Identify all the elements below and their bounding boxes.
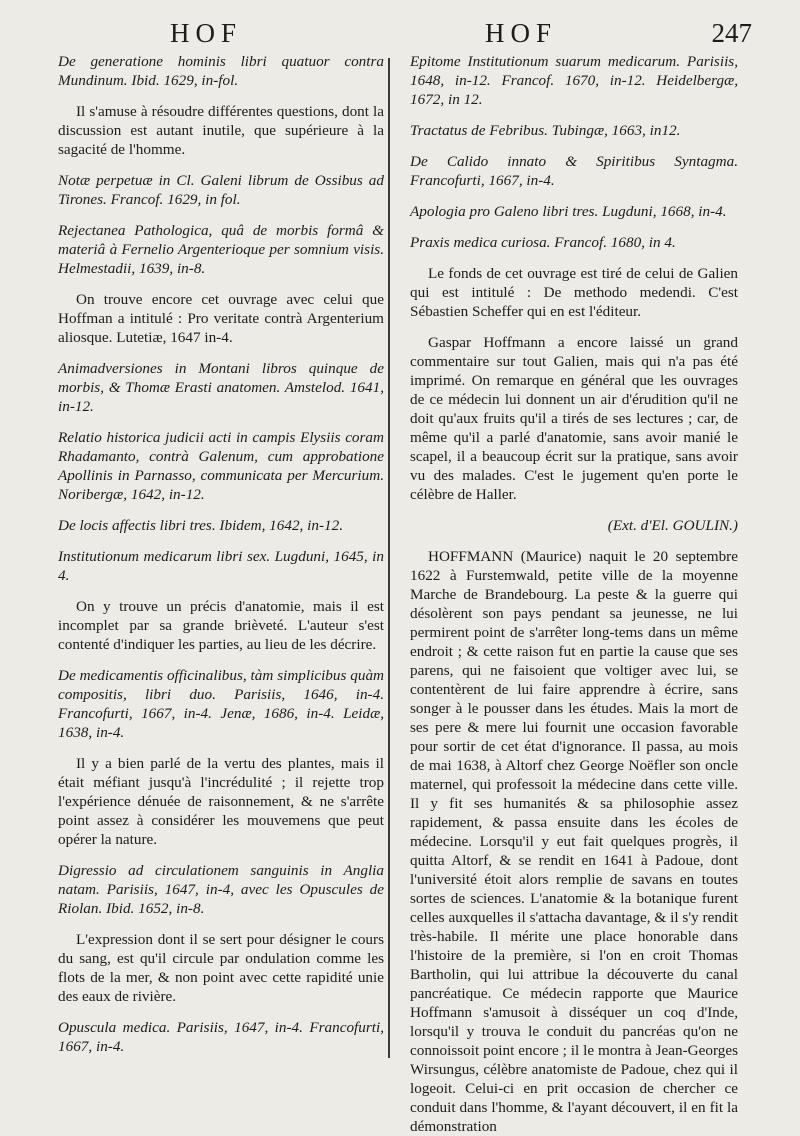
left-column	[58, 52, 384, 1068]
bibliography-entry: Rejectanea Pathologica, quâ de morbis formâ & materiâ à Fernelio Argenterioque per somnium visis. Helmestadii, 1639, in-8.	[58, 222, 384, 277]
commentary-paragraph: L'expression dont il se sert pour désigner le cours du sang, est qu'il circule par ondulation comme les flots de la mer, & non point avec cette rapidité unie des eaux de rivière.	[58, 931, 384, 1005]
bibliography-entry: Relatio historica judicii acti in campis Elysiis coram Rhadamanto, contrà Galenum, cum approbatione Apollinis in Parnasso, communicata per Mercurium. Noribergæ, 1642, in-12.	[58, 429, 384, 503]
bibliography-entry: Tractatus de Febribus. Tubingæ, 1663, in12.	[410, 122, 681, 139]
commentary-paragraph: Il y a bien parlé de la vertu des plantes, mais il était méfiant jusqu'à l'incrédulité ; il rejette trop l'expérience dénuée de raisonnement, & ne s'arrête point assez à considérer les mouvemens que peut opérer la nature.	[58, 755, 384, 848]
bibliography-entry: Animadversiones in Montani libros quinque de morbis, & Thomæ Erasti anatomen. Amstelod. 1641, in-12.	[58, 360, 384, 415]
bibliography-entry: Notæ perpetuæ in Cl. Galeni librum de Ossibus ad Tirones. Francof. 1629, in fol.	[58, 172, 384, 208]
bibliography-entry: Institutionum medicarum libri sex. Lugduni, 1645, in 4.	[58, 548, 384, 584]
commentary-paragraph: On y trouve un précis d'anatomie, mais il est incomplet par sa grande brièveté. L'auteur s'est contenté d'indiquer les parties, au lieu de les décrire.	[58, 598, 384, 653]
page-number: 247	[711, 18, 752, 48]
commentary-paragraph: Gaspar Hoffmann a encore laissé un grand commentaire sur tout Galien, mais qui n'a pas été imprimé. On remarque en général que les ouvrages de ce médecin lui donnent un air d'érudition qu'il ne doit qu'aux fruits qu'il a tirés de ses lectures ; car, de même qu'il a parlé d'anatomie, sans avoir manié le scapel, il a beaucoup écrit sur la pratique, sans avoir vu des malades. C'est le jugement qu'en porte le célèbre de Haller.	[410, 334, 738, 503]
bibliography-entry: Praxis medica curiosa. Francof. 1680, in 4.	[410, 234, 676, 251]
bibliography-entry: Opuscula medica. Parisiis, 1647, in-4. Francofurti, 1667, in-4.	[58, 1019, 384, 1055]
commentary-paragraph: Il s'amuse à résoudre différentes questions, dont la discussion est autant inutile, que supérieure à la sagacité de l'homme.	[58, 103, 384, 158]
right-column	[410, 52, 738, 1136]
column-divider	[388, 58, 390, 1058]
biography-paragraph: HOFFMANN (Maurice) naquit le 20 septembre 1622 à Furstemwald, petite ville de la moyenne Marche de Brandebourg. La peste & la guerre qui désolèrent son pays pendant sa jeunesse, ne lui permirent point de s'arrêter long-tems dans un même endroit ; & cette raison fut en partie la cause que ses parens, qui ne faisoient que voltiger avec lui, se contentèrent de lui faire apprendre à écrire, sans songer à le pousser dans les études. Mais la mort de ses pere & mere lui fournit une occasion favorable pour sortir de cet état d'ignorance. Il passa, au mois de mai 1638, à Altorf chez George Noëfler son oncle maternel, qui professoit la médecine dans cette ville. Il y fit ses humanités & sa philosophie assez rapidement, & passa ensuite dans les écoles de médecine. Lorsqu'il y eut fait quelques progrès, il quitta Altorf, & se rendit en 1641 à Padoue, dont l'université étoit alors remplie de savans en toutes sortes de sciences. L'anatomie & la botanique furent celles auxquelles il s'attacha davantage, & il s'y rendit très-habile. Il mérite une place honorable dans l'histoire de la première, si l'on en croit Thomas Bartholin, qui lui attribue la découverte du canal pancréatique. Ce médecin rapporte que Maurice Hoffmann s'amusoit à disséquer un coq d'Inde, lorsqu'il y trouva le conduit du pancréas qu'on ne connoissoit point encore ; il le montra à Jean-Georges Wirsungus, célèbre anatomiste de Padoue, chez qui il logeoit. Celui-ci en prit occasion de chercher ce conduit dans l'homme, & l'ayant découvert, il en fit la démonstration	[410, 548, 738, 1135]
source-attribution: (Ext. d'El. GOULIN.)	[607, 517, 738, 534]
bibliography-entry: De Calido innato & Spiritibus Syntagma. Francofurti, 1667, in-4.	[410, 153, 738, 189]
bibliography-entry: Digressio ad circulationem sanguinis in Anglia natam. Parisiis, 1647, in-4, avec les Opuscules de Riolan. Ibid. 1652, in-8.	[58, 862, 384, 917]
bibliography-entry: Apologia pro Galeno libri tres. Lugduni, 1668, in-4.	[410, 203, 727, 220]
running-head-right: HOF	[485, 18, 558, 48]
bibliography-entry: De generatione hominis libri quatuor contra Mundinum. Ibid. 1629, in-fol.	[58, 53, 384, 89]
bibliography-entry: De locis affectis libri tres. Ibidem, 1642, in-12.	[58, 517, 344, 534]
bibliography-entry: De medicamentis officinalibus, tàm simplicibus quàm compositis, libri duo. Parisiis, 1646, in-4. Francofurti, 1667, in-4. Jenæ, 1686, in-4. Leidæ, 1638, in-4.	[58, 667, 384, 741]
commentary-paragraph: Le fonds de cet ouvrage est tiré de celui de Galien qui est intitulé : De methodo medendi. C'est Sébastien Scheffer qui en est l'éditeur.	[410, 265, 738, 320]
running-head-left: HOF	[170, 18, 243, 48]
commentary-paragraph: On trouve encore cet ouvrage avec celui que Hoffman a intitulé : Pro veritate contrà Argenterium aliosque. Lutetiæ, 1647 in-4.	[58, 291, 384, 346]
bibliography-entry: Epitome Institutionum suarum medicarum. Parisiis, 1648, in-12. Francof. 1670, in-12. Heidelbergæ, 1672, in 12.	[410, 53, 738, 108]
